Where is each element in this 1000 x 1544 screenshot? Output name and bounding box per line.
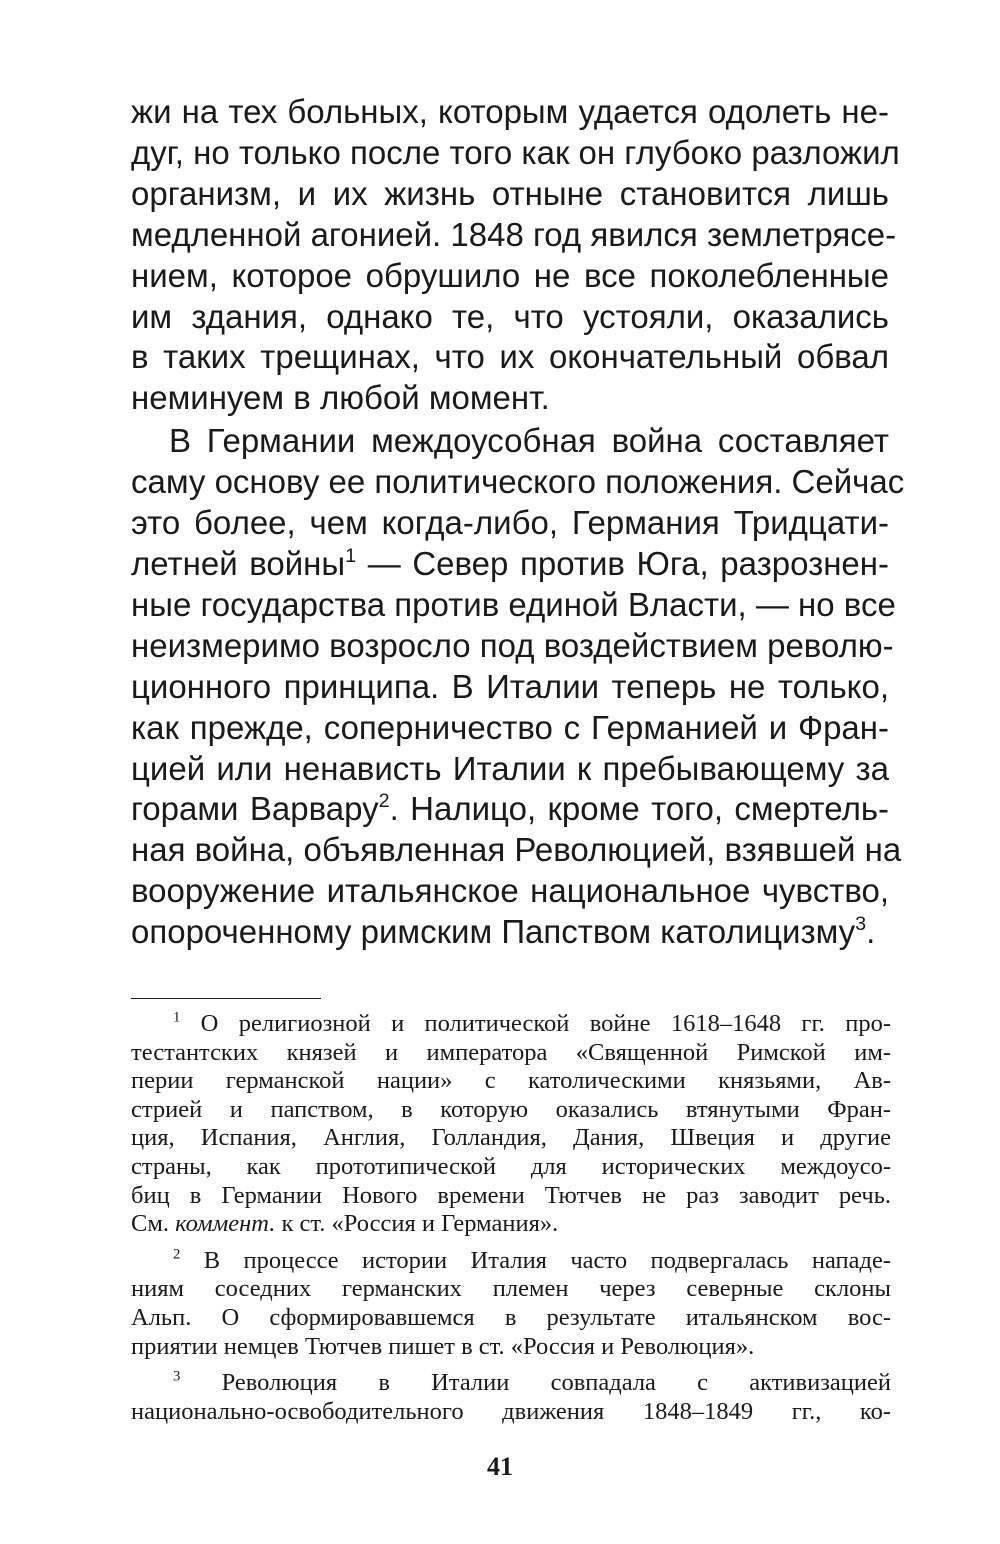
footnote-2	[131, 1247, 891, 1361]
text-line: саму основу ее политического положения. Сейчас	[131, 463, 905, 501]
footnote-line: приятии немцев Тютчев пишет в ст. «Россия и Революция».	[131, 1332, 755, 1360]
text-line	[131, 544, 889, 585]
text-line: как прежде, соперничество с Германией и Фран-	[131, 708, 889, 746]
footnote-line: ция, Испания, Англия, Голландия, Дания, Швеция и другие	[131, 1124, 891, 1152]
footnote-line: Альп. О сформировавшемся в результате итальянском вос-	[131, 1303, 891, 1331]
text-line	[131, 789, 889, 830]
footnote-line: ниям соседних германских племен через северные склоны	[131, 1275, 891, 1303]
text-line: вооружение итальянское национальное чувство,	[131, 872, 889, 910]
footnote-3	[131, 1369, 891, 1426]
footnote-number: 1	[173, 1009, 181, 1026]
footnote-line	[131, 1210, 891, 1239]
footnote-line	[131, 1369, 891, 1398]
footnote-line: национально-освободительного движения 1848–1849 гг., ко-	[131, 1397, 891, 1425]
paragraph-2	[131, 421, 905, 953]
text-segment: летней войны	[131, 544, 346, 582]
text-segment: См.	[131, 1210, 176, 1238]
text-segment: горами Варвару	[131, 790, 379, 828]
page-number: 41	[487, 1452, 513, 1481]
footnote-line: тестантских князей и императора «Священной Римской им-	[131, 1038, 891, 1066]
text-line: им здания, однако те, что устояли, оказались	[131, 297, 889, 335]
footnote-number: 3	[173, 1368, 181, 1385]
text-line: это более, чем когда-либо, Германия Тридцати-	[131, 504, 889, 542]
footnote-number: 2	[173, 1246, 181, 1263]
text-segment: . Налицо, кроме того, смертель-	[389, 790, 890, 828]
text-line: ционного принципа. В Италии теперь не только,	[131, 667, 889, 705]
text-segment: опороченному римским Папством католицизму	[131, 913, 856, 951]
text-line: неизмеримо возросло под воздействием револю-	[131, 626, 894, 664]
text-line: организм, и их жизнь отныне становится лишь	[131, 174, 889, 212]
main-text	[131, 92, 905, 953]
text-line: медленной агонией. 1848 год явился землетрясе-	[131, 215, 897, 253]
footnote-line: страны, как прототипической для исторических междоусо-	[131, 1152, 891, 1180]
italic-abbreviation: коммент.	[175, 1210, 276, 1238]
footnote-ref-2[interactable]: 2	[378, 790, 390, 813]
paragraph-1	[131, 92, 900, 419]
footnote-ref-3[interactable]: 3	[855, 913, 867, 936]
footnote-line: биц в Германии Нового времени Тютчев не раз заводит речь.	[131, 1181, 891, 1209]
footnote-line	[131, 1010, 891, 1039]
footnote-line: перии германской нации» с католическими князьями, Ав-	[131, 1067, 891, 1095]
text-segment: .	[866, 913, 876, 951]
text-line: нием, которое обрушило не все поколебленные	[131, 256, 889, 294]
footnote-ref-1[interactable]: 1	[345, 545, 357, 568]
footnote-1	[131, 1010, 891, 1239]
text-segment: В процессе истории Италия часто подвергалась нападе-	[180, 1246, 891, 1274]
footnote-line	[131, 1247, 891, 1276]
text-line: в таких трещинах, что их окончательный обвал	[131, 338, 889, 376]
text-line: дуг, но только после того как он глубоко разложил	[131, 133, 900, 171]
text-line: жи на тех больных, которым удается одолеть не-	[131, 93, 889, 130]
text-line	[131, 912, 889, 953]
text-line: ная война, объявленная Революцией, взявшей на	[131, 831, 902, 869]
text-segment: О религиозной и политической войне 1618–1648 гг. про-	[180, 1010, 891, 1037]
footnotes	[131, 1010, 891, 1434]
text-line: цией или ненависть Италии к пребывающему за	[131, 749, 889, 787]
footnote-line: стрией и папством, в которую оказались втянутыми Фран-	[131, 1095, 891, 1123]
footnote-separator	[131, 998, 321, 999]
text-segment: к ст. «Россия и Германия».	[275, 1210, 559, 1238]
text-line: неминуем в любой момент.	[131, 379, 550, 417]
text-line: В Германии междоусобная война составляет	[169, 422, 889, 460]
text-segment: Революция в Италии совпадала с активизацией	[180, 1369, 891, 1397]
text-segment: — Север против Юга, разрознен-	[356, 544, 889, 582]
text-line: ные государства против единой Власти, — но все	[131, 585, 896, 623]
